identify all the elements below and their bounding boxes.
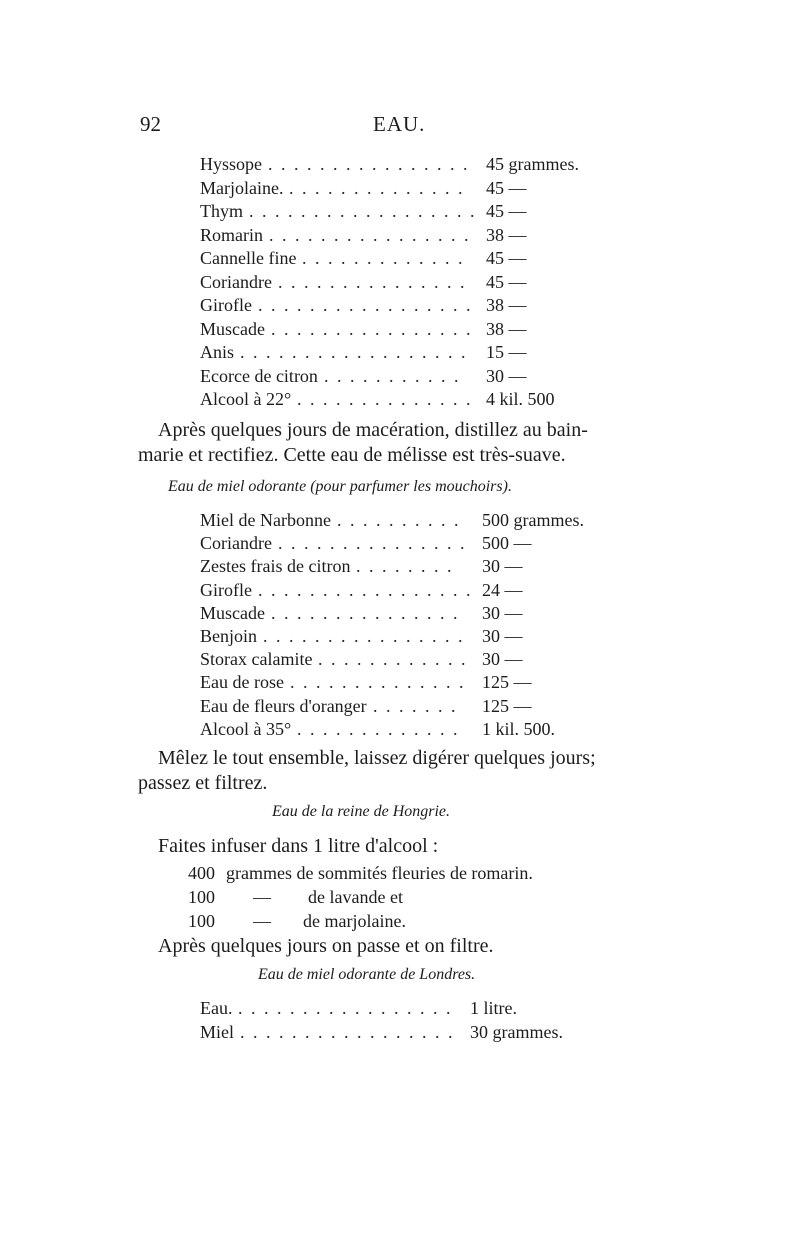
paragraph-line: passez et filtrez. <box>138 772 268 794</box>
leader-dots: . . . . . . . . <box>356 556 454 577</box>
ingredient-quantity: 15 — <box>486 342 527 362</box>
leader-dots: . . . . . . . . . . . . <box>318 649 468 670</box>
ingredient-quantity: 45 — <box>486 201 527 221</box>
leader-dots: . . . . . . . . . . . . . . . <box>271 602 460 623</box>
paragraph-line: Après quelques jours de macération, distillez au bain- <box>158 419 588 441</box>
ingredient-quantity: 1 litre. <box>470 998 517 1018</box>
ingredient-name: Storax calamite <box>200 649 313 670</box>
leader-dots: . . . . . . . . . . . . . . . <box>278 533 467 554</box>
ingredient-quantity: 38 — <box>486 318 527 339</box>
ingredient-quantity: 500 grammes. <box>482 510 584 530</box>
item-dash: — <box>253 887 271 907</box>
ingredient-name: Ecorce de citron <box>200 365 318 386</box>
ingredient-quantity: 500 — <box>482 533 532 554</box>
leader-dots: . . . . . . . . . . . . . . . . <box>269 224 471 245</box>
running-title: EAU. <box>373 112 426 136</box>
ingredient-quantity: 45 — <box>486 177 527 198</box>
ingredient-name: Eau. <box>200 998 233 1018</box>
ingredient-name: Muscade <box>200 318 265 339</box>
ingredient-quantity: 24 — <box>482 579 523 600</box>
ingredient-quantity: 38 — <box>486 224 527 245</box>
ingredient-quantity: 30 grammes. <box>470 1022 563 1042</box>
item-amount: 100 <box>188 911 215 931</box>
ingredient-quantity: 125 — <box>482 672 532 693</box>
ingredient-name: Marjolaine. <box>200 177 284 198</box>
ingredient-name: Girofle <box>200 579 252 600</box>
ingredient-name: Miel <box>200 1022 234 1042</box>
ingredient-quantity: 30 — <box>486 365 527 386</box>
recipe-heading: Eau de la reine de Hongrie. <box>272 803 451 820</box>
item-text: de marjolaine. <box>303 911 406 931</box>
ingredient-quantity: 30 — <box>482 556 523 577</box>
leader-dots: . . . . . . . . . . . . . . . . . . <box>240 342 468 362</box>
leader-dots: . . . . . . . . . . . . . <box>297 718 460 739</box>
page-number: 92 <box>140 112 161 136</box>
leader-dots: . . . . . . . . . . . . . . <box>297 389 473 409</box>
recipe-heading: Eau de miel odorante de Londres. <box>258 966 476 983</box>
ingredient-name: Eau de fleurs d'oranger <box>200 695 367 716</box>
ingredient-name: Alcool à 35° <box>200 718 292 739</box>
ingredient-name: Zestes frais de citron <box>200 556 351 577</box>
ingredient-quantity: 30 — <box>482 649 523 670</box>
ingredient-name: Coriandre <box>200 533 272 554</box>
leader-dots: . . . . . . . . . . . . . . . . . <box>238 998 453 1018</box>
leader-dots: . . . . . . . . . . . . . . <box>289 177 465 198</box>
paragraph-line: marie et rectifiez. Cette eau de mélisse est très-suave. <box>138 444 566 466</box>
ingredient-name: Coriandre <box>200 271 272 292</box>
ingredient-name: Thym <box>200 201 243 221</box>
ingredient-quantity: 4 kil. 500 <box>486 389 555 409</box>
paragraph-line: Après quelques jours on passe et on filtre. <box>158 935 494 957</box>
ingredient-name: Hyssope <box>200 154 262 174</box>
page-header <box>140 112 660 142</box>
item-amount: 100 <box>188 887 215 907</box>
ingredient-name: Anis <box>200 342 235 362</box>
leader-dots: . . . . . . . . . . . . . . . . <box>268 154 470 174</box>
recipe-heading: Eau de miel odorante (pour parfumer les mouchoirs). <box>168 478 512 495</box>
ingredient-quantity: 45 — <box>486 248 527 268</box>
ingredient-quantity: 38 — <box>486 295 527 315</box>
leader-dots: . . . . . . . . . . . . . . . . . <box>258 295 473 315</box>
leader-dots: . . . . . . . . . . . <box>324 365 461 386</box>
ingredient-name: Miel de Narbonne <box>200 510 331 530</box>
item-text: de lavande et <box>308 887 403 907</box>
ingredient-quantity: 30 — <box>482 602 523 623</box>
ingredient-name: Cannelle fine <box>200 248 297 268</box>
ingredient-quantity: 125 — <box>482 695 532 716</box>
leader-dots: . . . . . . . . . . . . . . <box>290 672 466 693</box>
leader-dots: . . . . . . . . . . . . . . . <box>278 271 467 292</box>
ingredient-quantity: 45 — <box>486 271 527 292</box>
ingredient-name: Alcool à 22° <box>200 389 292 409</box>
ingredient-name: Romarin <box>200 224 263 245</box>
leader-dots: . . . . . . . . . . . . . <box>302 248 465 268</box>
paragraph-line: Mêlez le tout ensemble, laissez digérer quelques jours; <box>158 747 596 769</box>
ingredient-name: Eau de rose <box>200 672 284 693</box>
leader-dots: . . . . . . . . . . . . . . . . <box>271 318 473 339</box>
paragraph-line: Faites infuser dans 1 litre d'alcool : <box>158 835 439 857</box>
item-amount: 400 <box>188 863 215 883</box>
item-text: grammes de sommités fleuries de romarin. <box>226 863 533 883</box>
leader-dots: . . . . . . . . . . . . . . . . . <box>258 579 473 600</box>
ingredient-name: Muscade <box>200 602 265 623</box>
ingredient-quantity: 1 kil. 500. <box>482 718 556 739</box>
leader-dots: . . . . . . . . . . <box>337 510 461 530</box>
leader-dots: . . . . . . . . . . . . . . . . . <box>240 1022 455 1042</box>
ingredient-quantity: 30 — <box>482 626 523 646</box>
ingredient-quantity: 45 grammes. <box>486 154 579 174</box>
ingredient-name: Benjoin <box>200 626 257 646</box>
ingredient-name: Girofle <box>200 295 252 315</box>
leader-dots: . . . . . . . . . . . . . . . . <box>263 626 465 646</box>
item-dash: — <box>253 911 271 931</box>
leader-dots: . . . . . . . <box>373 695 458 716</box>
leader-dots: . . . . . . . . . . . . . . . . . . <box>249 201 477 221</box>
